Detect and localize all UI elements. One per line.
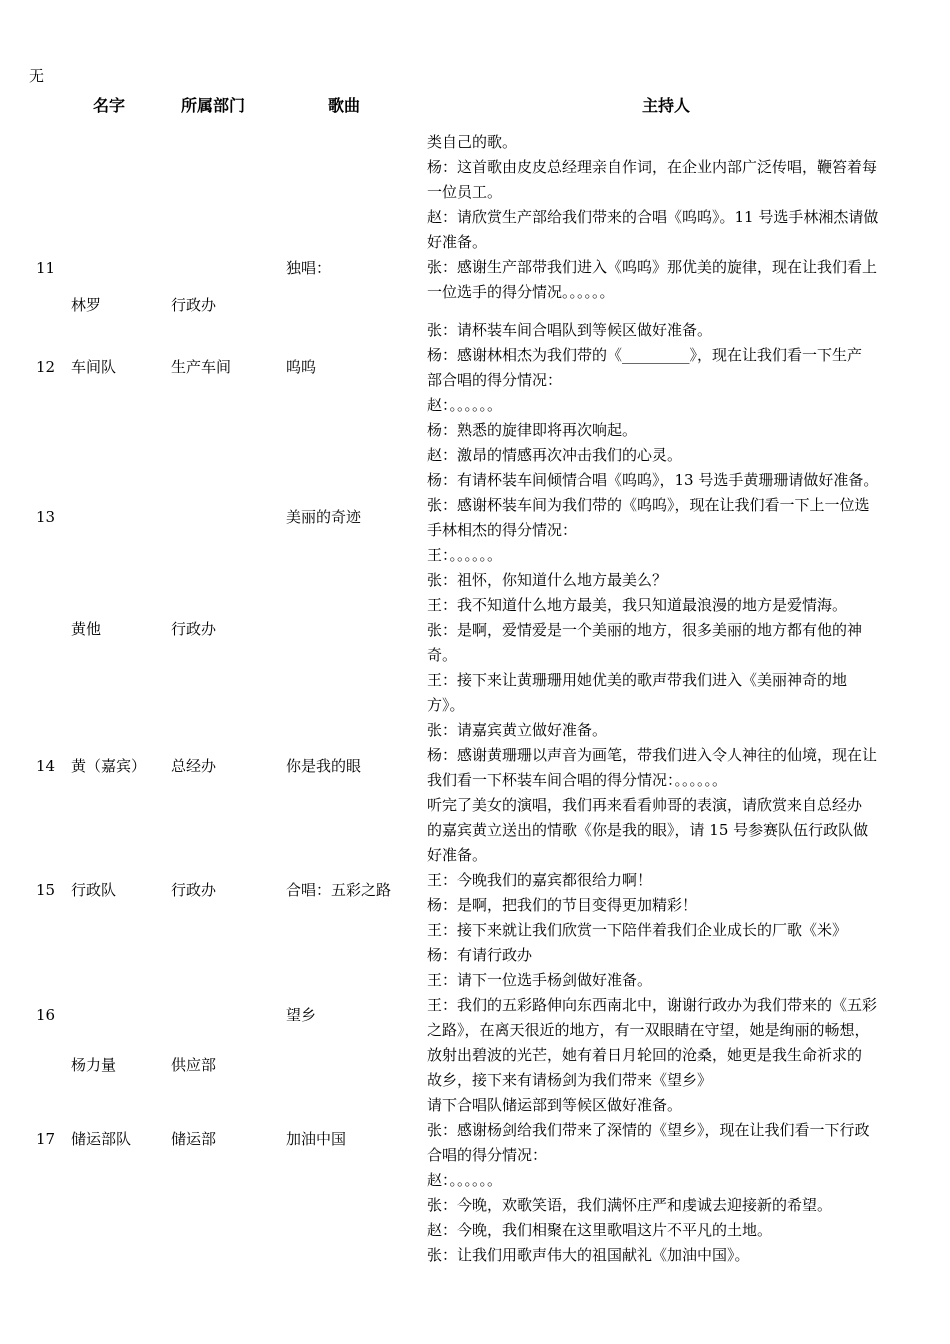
host-line: 杨：是啊，把我们的节目变得更加精彩！	[427, 896, 698, 914]
host-line: 赵：激昂的情感再次冲击我们的心灵。	[427, 446, 683, 464]
host-line: 好准备。	[427, 846, 488, 864]
corner-text: 无	[29, 67, 45, 85]
host-line: 好准备。	[427, 233, 488, 251]
host-line: 王：我们的五彩路伸向东西南北中，谢谢行政办为我们带来的《五彩	[427, 996, 878, 1014]
host-line: 张：感谢生产部带我们进入《呜呜》那优美的旋律，现在让我们看上	[427, 258, 878, 276]
host-line: 王：接下来就让我们欣赏一下陪伴着我们企业成长的厂歌《米》	[427, 921, 848, 939]
host-line: 奇。	[427, 646, 458, 664]
row-number: 12	[36, 358, 56, 376]
host-line: 张：请嘉宾黄立做好准备。	[427, 721, 608, 739]
row-number: 11	[36, 259, 56, 277]
row-name: 储运部队	[71, 1130, 132, 1148]
host-line: 杨：有请杯装车间倾情合唱《呜呜》，13 号选手黄珊珊请做好准备。	[427, 471, 879, 489]
row-song: 美丽的奇迹	[286, 508, 362, 526]
host-line: 故乡，接下来有请杨剑为我们带来《望乡》	[427, 1071, 713, 1089]
header-host: 主持人	[642, 96, 691, 115]
row-number: 13	[36, 508, 56, 526]
host-line: 一位员工。	[427, 183, 503, 201]
row-dept: 行政办	[171, 620, 217, 638]
header-name: 名字	[93, 96, 126, 115]
row-name: 黄（嘉宾）	[71, 757, 147, 775]
host-line: 张：今晚，欢歌笑语，我们满怀庄严和虔诚去迎接新的希望。	[427, 1196, 833, 1214]
host-line: 赵：。。。。。。	[427, 1171, 503, 1189]
host-line: 赵：请欣赏生产部给我们带来的合唱《呜呜》。11 号选手林湘杰请做	[427, 208, 879, 226]
header-song: 歌曲	[328, 96, 361, 115]
host-line: 赵：今晚，我们相聚在这里歌唱这片不平凡的土地。	[427, 1221, 773, 1239]
row-number: 17	[36, 1130, 56, 1148]
row-name: 行政队	[71, 881, 117, 899]
host-script	[427, 130, 914, 1268]
row-dept: 生产车间	[171, 358, 232, 376]
host-line: 张：感谢杯装车间为我们带的《呜呜》，现在让我们看一下上一位选	[427, 496, 870, 514]
host-line: 请下合唱队储运部到等候区做好准备。	[427, 1096, 683, 1114]
host-line: 王：请下一位选手杨剑做好准备。	[427, 971, 653, 989]
host-line: 王：我不知道什么地方最美，我只知道最浪漫的地方是爱情海。	[427, 596, 848, 614]
row-number: 16	[36, 1006, 56, 1024]
host-line: 杨：有请行政办	[427, 946, 533, 964]
host-line: 张：让我们用歌声伟大的祖国献礼《加油中国》。	[427, 1246, 750, 1264]
host-line: 杨：感谢黄珊珊以声音为画笔，带我们进入令人神往的仙境，现在让	[427, 746, 878, 764]
host-line: 的嘉宾黄立送出的情歌《你是我的眼》，请 15 号参赛队伍行政队做	[427, 821, 869, 839]
host-line: 合唱的得分情况：	[427, 1146, 548, 1164]
row-dept: 储运部	[171, 1130, 217, 1148]
row-dept: 行政办	[171, 881, 217, 899]
host-line: 杨：这首歌由皮皮总经理亲自作词，在企业内部广泛传唱，鞭笞着每	[427, 158, 878, 176]
host-line: 张：请杯装车间合唱队到等候区做好准备。	[427, 321, 713, 339]
row-song: 加油中国	[286, 1130, 347, 1148]
row-name: 杨力量	[71, 1056, 117, 1074]
row-number: 14	[36, 757, 56, 775]
row-name: 黄他	[71, 620, 102, 638]
host-line: 类自己的歌。	[427, 133, 518, 151]
row-song: 你是我的眼	[286, 757, 362, 775]
host-line: 张：感谢杨剑给我们带来了深情的《望乡》，现在让我们看一下行政	[427, 1121, 870, 1139]
row-song: 合唱：五彩之路	[286, 881, 392, 899]
row-number: 15	[36, 881, 56, 899]
header-dept: 所属部门	[181, 96, 246, 115]
host-line: 张：祖怀，你知道什么地方最美么？	[427, 571, 668, 589]
row-dept: 总经办	[171, 757, 217, 775]
row-dept: 供应部	[171, 1056, 217, 1074]
host-line: 赵：。。。。。。	[427, 396, 503, 414]
row-name: 林罗	[71, 296, 102, 314]
host-line: 杨：熟悉的旋律即将再次响起。	[427, 421, 638, 439]
host-line: 部合唱的得分情况：	[427, 371, 563, 389]
host-line: 听完了美女的演唱，我们再来看看帅哥的表演，请欣赏来自总经办	[427, 796, 863, 814]
row-name: 车间队	[71, 358, 117, 376]
row-dept: 行政办	[171, 296, 217, 314]
host-line: 方》。	[427, 696, 465, 714]
host-line: 之路》，在离天很近的地方，有一双眼睛在守望，她是绚丽的畅想，	[427, 1021, 870, 1039]
host-line: 手林相杰的得分情况：	[427, 521, 578, 539]
host-line: 王：。。。。。。	[427, 546, 503, 564]
host-line: 王：今晚我们的嘉宾都很给力啊！	[427, 871, 653, 889]
blank-line	[427, 305, 914, 318]
row-song: 望乡	[286, 1006, 317, 1024]
row-song: 呜呜	[286, 358, 317, 376]
host-line: 张：是啊，爱情爱是一个美丽的地方，很多美丽的地方都有他的神	[427, 621, 863, 639]
host-line: 一位选手的得分情况。。。。。。	[427, 283, 615, 301]
host-line: 放射出碧波的光芒，她有着日月轮回的沧桑，她更是我生命祈求的	[427, 1046, 863, 1064]
host-line: 杨：感谢林相杰为我们带的《_________》，现在让我们看一下生产	[427, 346, 863, 364]
host-line: 王：接下来让黄珊珊用她优美的歌声带我们进入《美丽神奇的地	[427, 671, 848, 689]
row-song: 独唱：	[286, 259, 332, 277]
host-line: 我们看一下杯装车间合唱的得分情况：。。。。。。	[427, 771, 728, 789]
